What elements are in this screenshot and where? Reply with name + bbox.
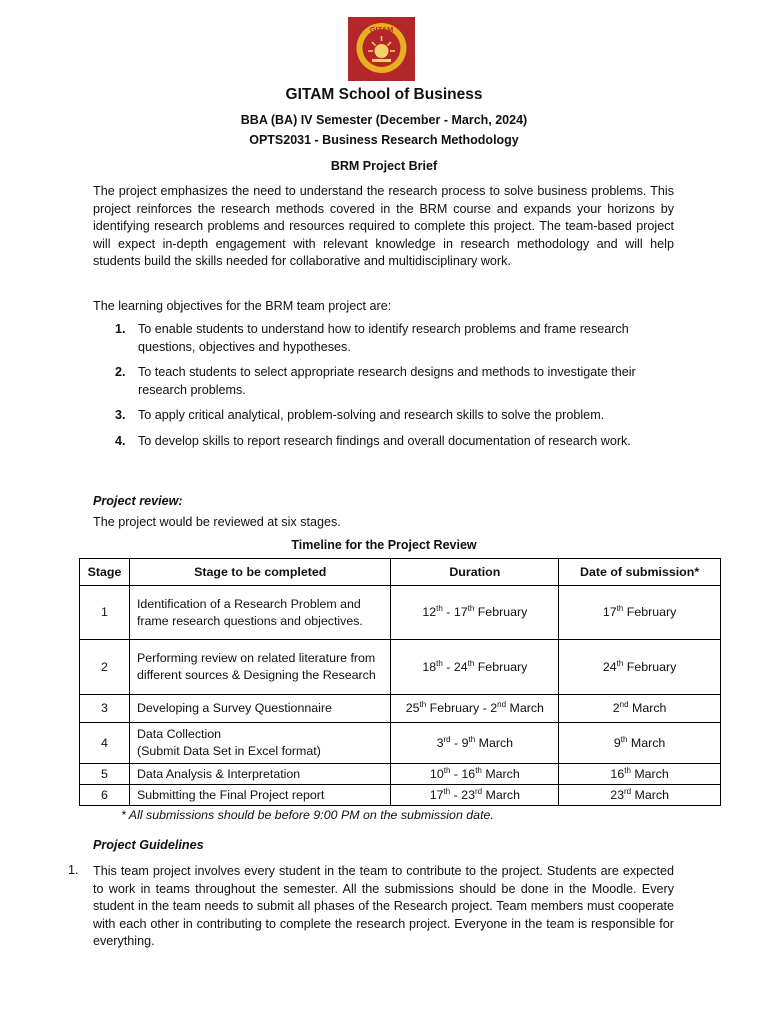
column-header: Date of submission* [559, 559, 721, 586]
table-row: 1 Identification of a Research Problem and frame research questions and objectives. 12th - 17th February 17th February [80, 586, 721, 640]
objective-item: 4. To develop skills to report research findings and overall documentation of research work. [115, 433, 631, 448]
guideline-item: This team project involves every student in the team to contribute to the project. Students are expected to work in teams throughout the semester. All the submissions should be done in the Moodle. Every student in the team needs to submit all phases of the Research project. Team members must cooperate with each other in contributing to complete the research project. Everyone in the team is responsible for everything. [93, 864, 674, 949]
table-row: 2 Performing review on related literature from different sources & Designing the Research 18th - 24th February 24th February [80, 640, 721, 695]
timeline-table-title: Timeline for the Project Review [291, 538, 477, 552]
guideline-number: 1. [68, 863, 79, 877]
project-review-text: The project would be reviewed at six stages. [93, 515, 341, 529]
objective-item: 2. To teach students to select appropriate research designs and methods to investigate their research problems. [115, 365, 636, 397]
svg-text:GITAM: GITAM [369, 25, 394, 34]
timeline-table [79, 558, 721, 806]
table-row: 3 Developing a Survey Questionnaire 25th February - 2nd March 2nd March [80, 695, 721, 723]
table-header-row [80, 559, 721, 586]
objectives-lead: The learning objectives for the BRM team project are: [93, 299, 392, 313]
brief-title: BRM Project Brief [330, 159, 438, 173]
guidelines-heading: Project Guidelines [93, 838, 204, 852]
intro-paragraph: The project emphasizes the need to understand the research process to solve business problems. This project reinforces the research methods covered in the BRM course and expands your horizons by identifying research problems and resources required to complete this project. The team-based project will expect in-depth engagement with relevant knowledge in research methodology and will help students build the skills needed for collaborative and multidisciplinary work. [93, 184, 674, 269]
course-line: OPTS2031 - Business Research Methodology [249, 133, 519, 147]
column-header: Stage [80, 559, 130, 586]
gitam-logo [348, 17, 415, 81]
school-title: GITAM School of Business [285, 86, 483, 103]
project-review-heading: Project review: [93, 494, 183, 508]
objectives-list [93, 321, 674, 459]
submission-note: * All submissions should be before 9:00 PM on the submission date. [121, 808, 494, 822]
objective-item: 1. To enable students to understand how to identify research problems and frame research questions, objectives and hypotheses. [115, 322, 629, 354]
table-row: 4 Data Collection (Submit Data Set in Excel format) 3rd - 9th March 9th March [80, 723, 721, 764]
column-header: Duration [391, 559, 559, 586]
program-line: BBA (BA) IV Semester (December - March, 2024) [240, 113, 528, 127]
objective-item: 3. To apply critical analytical, problem-solving and research skills to solve the problem. [115, 408, 605, 423]
column-header: Stage to be completed [129, 559, 391, 586]
table-row: 5 Data Analysis & Interpretation 10th - 16th March 16th March [80, 764, 721, 785]
table-row: 6 Submitting the Final Project report 17th - 23rd March 23rd March [80, 785, 721, 806]
